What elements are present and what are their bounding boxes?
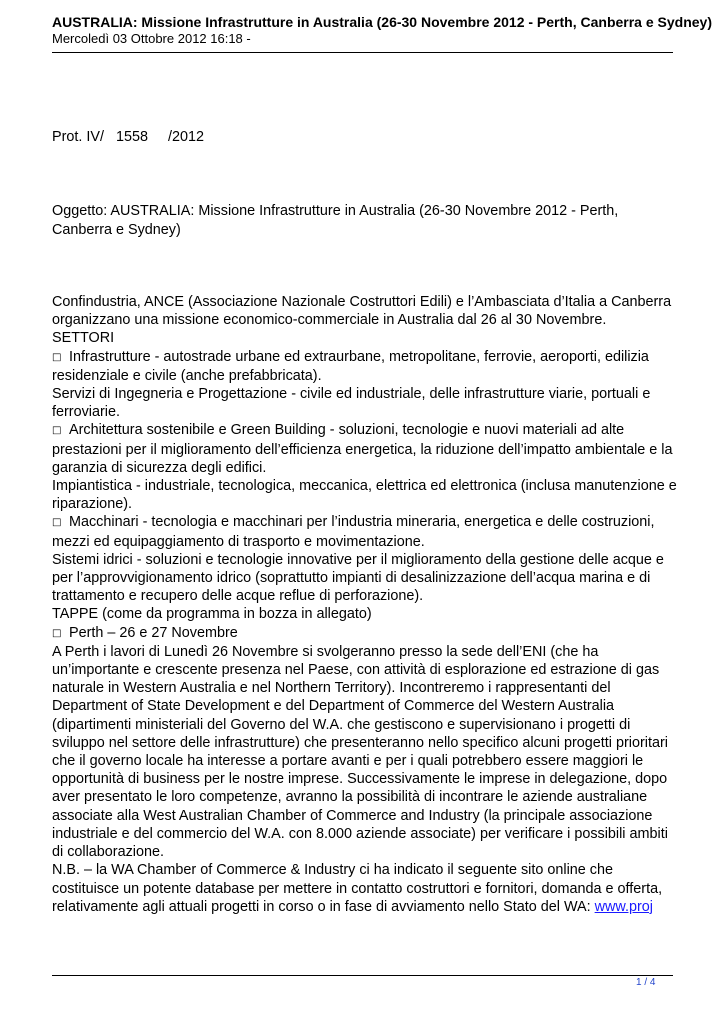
header-divider xyxy=(52,52,673,53)
bullet-icon: □ xyxy=(52,351,62,363)
page-number: 1 / 4 xyxy=(636,977,656,988)
tappe-heading: TAPPE (come da programma in bozza in allegato) xyxy=(52,606,372,623)
bullet-icon: □ xyxy=(52,517,62,529)
footer-divider xyxy=(52,975,673,976)
list-item-infrastrutture xyxy=(52,348,677,385)
paragraph-impiantistica: Impiantistica - industriale, tecnologica, meccanica, elettrica ed elettronica (inclusa manutenzione e riparazione). xyxy=(52,478,677,513)
nb-paragraph xyxy=(52,861,677,916)
list-item-macchinari xyxy=(52,513,677,550)
list-item-perth xyxy=(52,624,677,643)
list-item-text: Architettura sostenibile e Green Building - soluzioni, tecnologie e nuovi materiali ad alte prestazioni per il miglioramento dell’efficienza energetica, la riduzione dell’impatto ambientale e la garanzia di sicurezza degli edifici. xyxy=(52,422,673,476)
project-database-link[interactable]: www.proj xyxy=(594,898,653,915)
list-item-text: Perth – 26 e 27 Novembre xyxy=(69,624,238,641)
header-date: Mercoledì 03 Ottobre 2012 16:18 - xyxy=(52,31,251,46)
list-item-text: Infrastrutture - autostrade urbane ed extraurbane, metropolitane, ferrovie, aeroporti, edilizia residenziale e civile (anche prefabbricata). xyxy=(52,348,649,384)
intro-paragraph: Confindustria, ANCE (Associazione Nazionale Costruttori Edili) e l’Ambasciata d’Italia a Canberra organizzano una missione economico-commerciale in Australia dal 26 al 30 Novembre. xyxy=(52,294,672,329)
subject-line: Oggetto: AUSTRALIA: Missione Infrastrutture in Australia (26-30 Novembre 2012 - Perth, Canberra e Sydney) xyxy=(52,203,619,238)
protocol-number: Prot. IV/ 1558 /2012 xyxy=(52,129,204,145)
paragraph-sistemi: Sistemi idrici - soluzioni e tecnologie innovative per il miglioramento della gestione delle acque e per l’approvvigionamento idrico (soprattutto impianti di desalinizzazione dell’acqua marina e di trattamento e recupero delle acque reflue di perforazione). xyxy=(52,551,664,605)
bullet-icon: □ xyxy=(52,627,62,639)
paragraph-servizi: Servizi di Ingegneria e Progettazione - civile ed industriale, delle infrastrutture viarie, portuali e ferroviarie. xyxy=(52,386,651,421)
document-body xyxy=(52,293,677,916)
list-item-architettura xyxy=(52,421,677,477)
page-header xyxy=(52,14,712,47)
nb-text: N.B. – la WA Chamber of Commerce & Industry ci ha indicato il seguente sito online che costituisce un potente database per mettere in contatto costruttori e fornitori, domanda e offerta, relativamente agli attuali progetti in corso o in fase di avviamento nello Stato del WA: xyxy=(52,862,663,915)
settori-heading: SETTORI xyxy=(52,330,115,347)
list-item-text: Macchinari - tecnologia e macchinari per l’industria mineraria, energetica e delle costruzioni, mezzi ed equipaggiamento di trasporto e movimentazione. xyxy=(52,514,655,550)
perth-paragraph: A Perth i lavori di Lunedì 26 Novembre si svolgeranno presso la sede dell’ENI (che ha un’importante e crescente presenza nel Paese, con attività di esplorazione ed estrazione di gas naturale in Western Australia e nel Northern Territory). Incontreremo i rappresentanti del Department of State Development e del Department of Commerce del Western Australia (dipartimenti ministeriali del Governo del W.A. che gestiscono e supervisionano i progetti di sviluppo nel settore delle infrastrutture) che presenteranno nello specifico alcuni progetti prioritari che il governo locale ha interesse a portare avanti e per i quali potrebbero essere maggiori le opportunità di business per le nostre imprese. Successivamente le imprese in delegazione, dopo aver presentato le loro competenze, avranno la possibilità di incontrare le aziende australiane associate alla West Australian Chamber of Commerce and Industry (la principale associazione industriale e del commercio del W.A. con 8.000 aziende associate) per verificare i possibili ambiti di collaborazione. xyxy=(52,643,668,861)
header-title: AUSTRALIA: Missione Infrastrutture in Australia (26-30 Novembre 2012 - Perth, Canberra e Sydney) xyxy=(52,14,712,30)
bullet-icon: □ xyxy=(52,425,62,437)
